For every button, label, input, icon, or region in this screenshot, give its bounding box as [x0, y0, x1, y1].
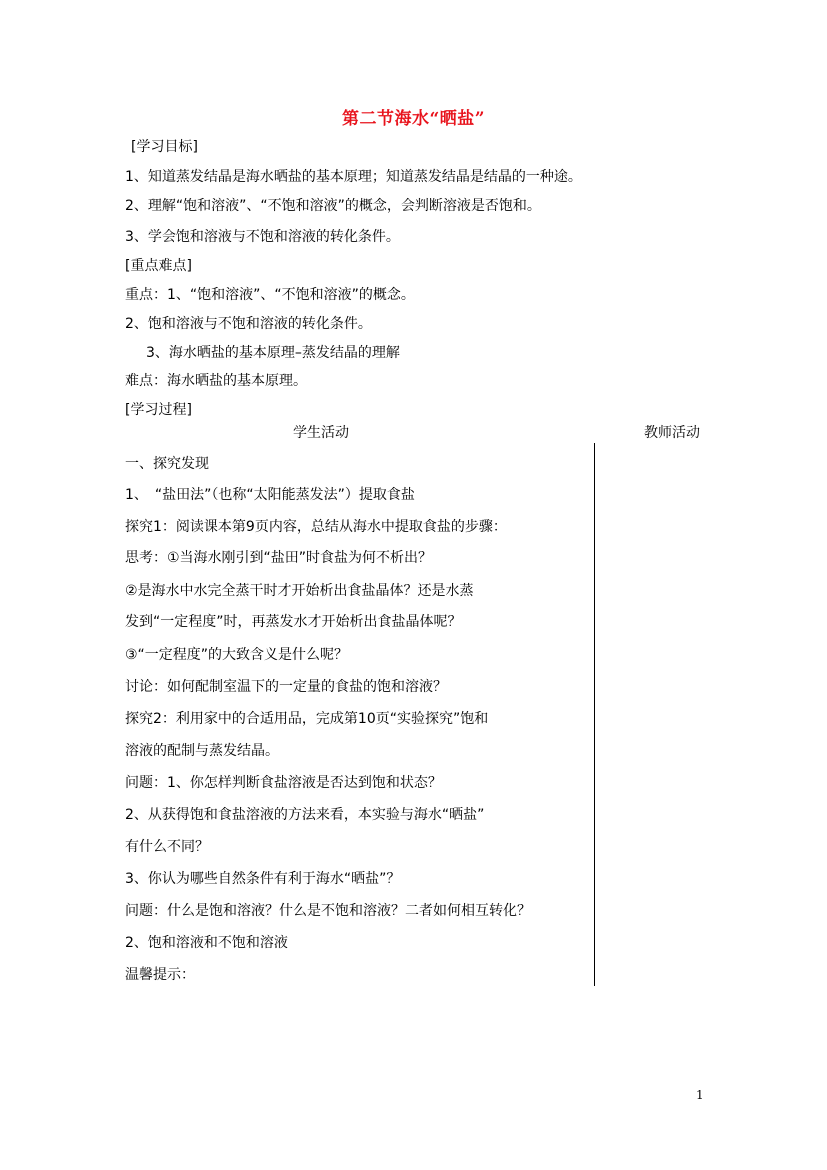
- process-line: 1、 “盐田法”（也称“太阳能蒸发法”）提取食盐: [125, 487, 415, 503]
- process-line: 溶液的配制与蒸发结晶。: [125, 743, 279, 759]
- process-line: 2、饱和溶液和不饱和溶液: [125, 935, 288, 951]
- process-line: ②是海水中水完全蒸干时才开始析出食盐晶体？还是水蒸: [125, 583, 474, 599]
- objective-item: 3、学会饱和溶液与不饱和溶液的转化条件。: [125, 229, 400, 245]
- key-point-item: 2、饱和溶液与不饱和溶液的转化条件。: [125, 316, 372, 332]
- student-activity-header: 学生活动: [293, 425, 349, 441]
- process-line: 3、你认为哪些自然条件有利于海水“晒盐”？: [125, 871, 401, 887]
- process-line: ③“一定程度”的大致含义是什么呢？: [125, 647, 349, 663]
- process-line: 温馨提示：: [125, 967, 195, 983]
- key-point-item: 难点：海水晒盐的基本原理。: [125, 373, 307, 389]
- objective-item: 1、知道蒸发结晶是海水晒盐的基本原理；知道蒸发结晶是结晶的一种途。: [125, 169, 582, 185]
- process-line: 讨论：如何配制室温下的一定量的食盐的饱和溶液？: [125, 679, 447, 695]
- key-points-heading: [重点难点]: [125, 258, 192, 274]
- process-line: 问题：1、你怎样判断食盐溶液是否达到饱和状态？: [125, 775, 442, 791]
- key-point-item: 重点：1、“饱和溶液”、“不饱和溶液”的概念。: [125, 287, 415, 303]
- key-point-item: 3、海水晒盐的基本原理–蒸发结晶的理解: [146, 345, 400, 361]
- process-line: 探究1：阅读课本第9页内容，总结从海水中提取食盐的步骤：: [125, 519, 507, 535]
- process-line: 有什么不同？: [125, 839, 209, 855]
- teacher-activity-header: 教师活动: [644, 425, 700, 441]
- process-line: 2、从获得饱和食盐溶液的方法来看，本实验与海水“晒盐”: [125, 807, 485, 823]
- process-line: 发到“一定程度”时，再蒸发水才开始析出食盐晶体呢？: [125, 614, 462, 630]
- process-heading: [学习过程]: [125, 402, 192, 418]
- process-line: 探究2：利用家中的合适用品，完成第10页“实验探究”饱和: [125, 711, 489, 727]
- column-divider: [594, 443, 595, 986]
- process-line: 问题：什么是饱和溶液？什么是不饱和溶液？二者如何相互转化？: [125, 903, 531, 919]
- page-title: 第二节海水“晒盐”: [341, 109, 486, 129]
- process-line: 思考：①当海水刚引到“盐田”时食盐为何不析出？: [125, 550, 433, 566]
- page-number: 1: [696, 1088, 704, 1102]
- objective-item: 2、理解“饱和溶液”、“不饱和溶液”的概念，会判断溶液是否饱和。: [125, 198, 541, 214]
- process-line: 一、探究发现: [125, 456, 209, 472]
- objectives-heading: [学习目标]: [131, 139, 198, 155]
